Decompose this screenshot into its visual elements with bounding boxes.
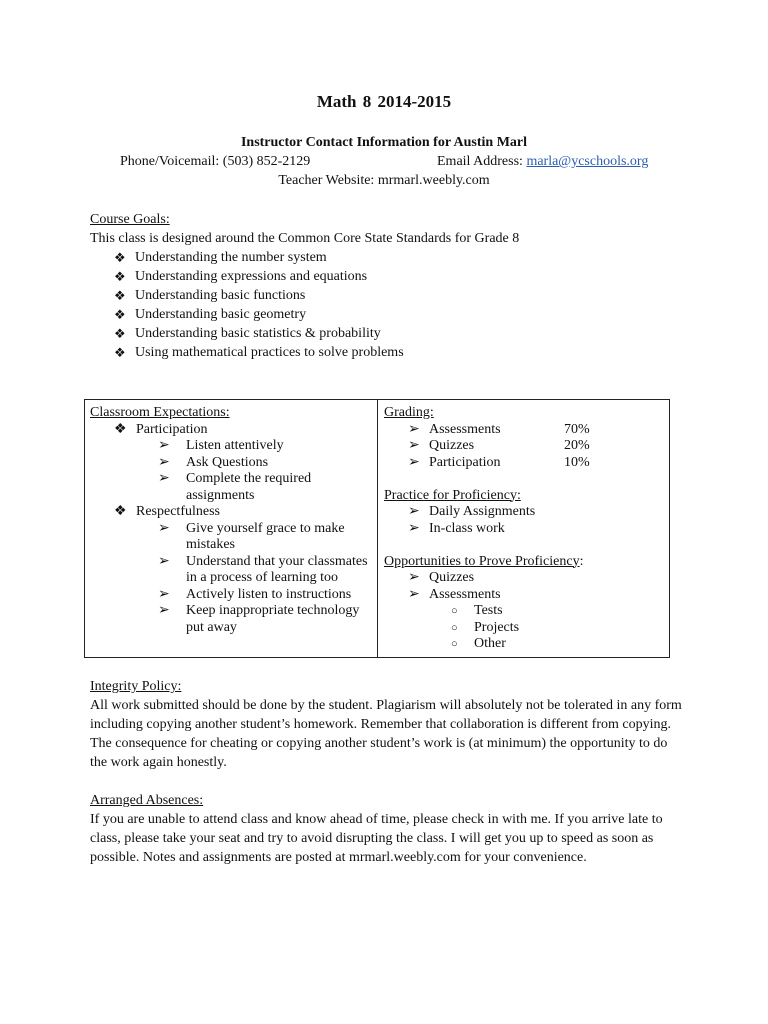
course-goals-section	[90, 210, 519, 362]
classroom-expectations-heading: Classroom Expectations:	[90, 405, 230, 420]
list-item-continuation: mistakes	[186, 537, 235, 552]
paragraph-line: the work again honestly.	[90, 755, 227, 770]
list-item: ❖ Respectfulness	[114, 504, 220, 519]
course-goals-list	[90, 248, 519, 362]
list-item: ➢ Listen attentively	[158, 438, 284, 453]
list-item: ○ Other	[451, 636, 506, 651]
arrow-bullet-icon: ➢	[158, 520, 170, 536]
list-item: ➢ In-class work	[408, 520, 505, 536]
arrow-bullet-icon: ➢	[408, 438, 420, 453]
list-item: ❖ Using mathematical practices to solve problems	[114, 345, 404, 360]
integrity-heading: Integrity Policy:	[90, 679, 182, 694]
circle-bullet-icon: ○	[451, 621, 458, 634]
list-item: ➢ Daily Assignments	[408, 504, 536, 519]
grading-row: ➢ Assessments 70%	[408, 421, 590, 437]
arrow-bullet-icon: ➢	[158, 603, 170, 618]
list-item: ❖ Understanding basic geometry	[114, 307, 307, 322]
circle-bullet-icon: ○	[451, 605, 458, 617]
list-item: ❖ Understanding expressions and equations	[114, 269, 368, 284]
arrow-bullet-icon: ➢	[408, 421, 420, 437]
arrow-bullet-icon: ➢	[408, 504, 420, 519]
grading-percent: 20%	[564, 438, 590, 453]
paragraph-line: All work submitted should be done by the student. Plagiarism will absolutely not be tolerated in any form	[90, 698, 682, 713]
diamond-bullet-icon: ❖	[114, 421, 127, 437]
list-item: ➢ Give yourself grace to make	[158, 520, 345, 536]
email-line	[437, 154, 648, 170]
grading-cell	[384, 405, 666, 653]
paragraph-line: If you are unable to attend class and know ahead of time, please check in with me. If you arrive late to	[90, 812, 663, 827]
table-divider	[377, 399, 378, 658]
paragraph-line: class, please take your seat and try to avoid disrupting the class. I will get you up to speed as soon as	[90, 831, 654, 846]
grading-heading: Grading:	[384, 405, 434, 420]
classroom-expectations-cell	[90, 405, 374, 636]
arrow-bullet-icon: ➢	[408, 570, 420, 585]
diamond-bullet-icon: ❖	[114, 269, 126, 284]
prove-heading-line: Opportunities to Prove Proficiency:	[384, 553, 584, 569]
arrow-bullet-icon: ➢	[158, 438, 170, 453]
integrity-policy-section	[90, 677, 690, 772]
grading-percent: 10%	[564, 454, 590, 470]
list-item-continuation: assignments	[186, 487, 255, 503]
grading-percent: 70%	[564, 421, 590, 437]
list-item: ➢ Understand that your classmates	[158, 553, 368, 569]
diamond-bullet-icon: ❖	[114, 326, 126, 341]
circle-bullet-icon: ○	[451, 638, 458, 650]
list-item: ➢ Keep inappropriate technology	[158, 603, 360, 618]
arrow-bullet-icon: ➢	[408, 520, 420, 536]
paragraph-line: The consequence for cheating or copying another student’s work is (at minimum) the opportunity to do	[90, 736, 668, 751]
arranged-absences-section	[90, 791, 690, 867]
list-item: ➢ Complete the required	[158, 471, 312, 486]
list-item: ➢ Actively listen to instructions	[158, 586, 352, 602]
absences-heading: Arranged Absences:	[90, 793, 204, 808]
list-item: ❖ Participation	[114, 421, 208, 437]
diamond-bullet-icon: ❖	[114, 288, 126, 303]
diamond-bullet-icon: ❖	[114, 250, 126, 265]
list-item-continuation: put away	[186, 619, 237, 635]
arrow-bullet-icon: ➢	[158, 454, 170, 470]
list-item: ➢ Assessments	[408, 586, 501, 602]
contact-heading: Instructor Contact Information for Austin Marl	[240, 135, 528, 150]
list-item: ❖ Understanding basic statistics & probability	[114, 326, 381, 341]
arrow-bullet-icon: ➢	[408, 586, 420, 602]
paragraph-line: possible. Notes and assignments are posted at mrmarl.weebly.com for your convenience.	[90, 850, 587, 865]
arrow-bullet-icon: ➢	[158, 471, 170, 486]
course-goals-heading: Course Goals:	[90, 212, 170, 227]
practice-heading: Practice for Proficiency:	[384, 487, 521, 503]
diamond-bullet-icon: ❖	[114, 307, 126, 322]
list-item: ❖ Understanding basic functions	[114, 288, 306, 303]
arrow-bullet-icon: ➢	[158, 553, 170, 569]
list-item: ○ Tests	[451, 603, 503, 618]
arrow-bullet-icon: ➢	[158, 586, 170, 602]
paragraph-line: including copying another student’s homework. Remember that collaboration is different from copying.	[90, 717, 671, 732]
diamond-bullet-icon: ❖	[114, 504, 127, 519]
course-goals-intro: This class is designed around the Common Core State Standards for Grade 8	[90, 231, 520, 246]
prove-heading: Opportunities to Prove Proficiency	[384, 553, 580, 569]
phone-voicemail: Phone/Voicemail: (503) 852-2129	[120, 154, 311, 169]
list-item: ➢ Ask Questions	[158, 454, 269, 470]
grading-row: ➢ Participation 10%	[408, 454, 590, 470]
email-label: Email Address:	[437, 154, 527, 169]
list-item-continuation: in a process of learning too	[186, 570, 339, 585]
email-link[interactable]: marla@ycschools.org	[526, 154, 649, 169]
grading-row: ➢ Quizzes 20%	[408, 438, 590, 453]
diamond-bullet-icon: ❖	[114, 345, 126, 360]
list-item: ➢ Quizzes	[408, 570, 475, 585]
list-item: ❖ Understanding the number system	[114, 250, 327, 265]
page-title: Math 8 2014-2015	[316, 92, 452, 111]
list-item: ○ Projects	[451, 619, 520, 635]
teacher-website: Teacher Website: mrmarl.weebly.com	[278, 173, 490, 188]
arrow-bullet-icon: ➢	[408, 454, 420, 470]
